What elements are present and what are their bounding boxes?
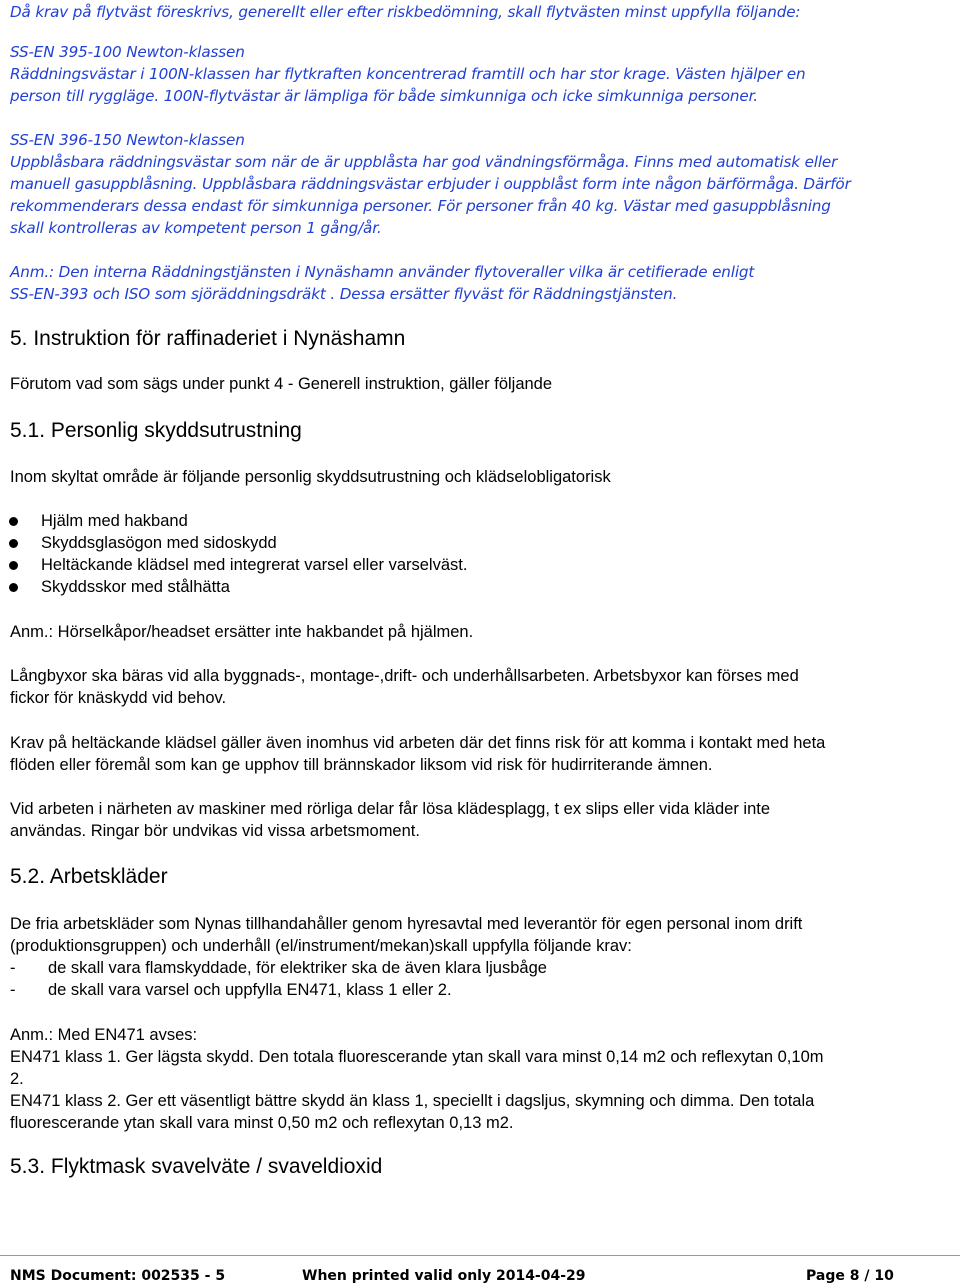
hearing-note: Anm.: Hörselkåpor/headset ersätter inte hakbandet på hjälmen.	[10, 623, 474, 641]
paragraph-line: Krav på heltäckande klädsel gäller även inomhus vid arbeten där det finns risk för att komma i kontakt med heta	[10, 734, 826, 752]
list-item-text: Heltäckande klädsel med integrerat varsel eller varselväst.	[41, 556, 468, 574]
rescue-note-line: Anm.: Den interna Räddningstjänsten i Nynäshamn använder flytoveraller vilka är cetifierade enligt	[10, 263, 755, 281]
footer-document-id: NMS Document: 002535 - 5	[10, 1268, 226, 1284]
section-5-1-heading: 5.1. Personlig skyddsutrustning	[10, 419, 302, 442]
paragraph-line: Långbyxor ska bäras vid alla byggnads-, montage-,drift- och underhållsarbeten. Arbetsbyxor kan förses med	[10, 667, 799, 685]
en471-note: Anm.: Med EN471 avses:	[10, 1026, 198, 1044]
list-item-text: Skyddsglasögon med sidoskydd	[41, 534, 277, 552]
section-5-3-heading: 5.3. Flyktmask svavelväte / svaveldioxid	[10, 1155, 383, 1178]
list-item-text: Hjälm med hakband	[41, 512, 188, 530]
paragraph-line: fluorescerande ytan skall vara minst 0,50 m2 och reflexytan 0,13 m2.	[10, 1114, 514, 1132]
ppe-intro: Inom skyltat område är följande personlig skyddsutrustning och klädselobligatorisk	[10, 468, 611, 486]
paragraph-line: 2.	[10, 1070, 24, 1088]
bullet-icon	[9, 583, 18, 592]
bullet-icon	[9, 539, 18, 548]
paragraph-line: EN471 klass 2. Ger ett väsentligt bättre skydd än klass 1, speciellt i dagsljus, skymning och dimma. Den totala	[10, 1092, 815, 1110]
en395-text-line: person till ryggläge. 100N-flytvästar är lämpliga för både simkunniga och icke simkunniga personer.	[10, 87, 758, 105]
footer-validity: When printed valid only 2014-04-29	[302, 1268, 586, 1284]
section-5-intro: Förutom vad som sägs under punkt 4 - Generell instruktion, gäller följande	[10, 375, 553, 393]
en396-title: SS-EN 396-150 Newton-klassen	[10, 131, 245, 149]
en396-text-line: rekommenderars dessa endast för simkunniga personer. För personer från 40 kg. Västar med gasuppblåsning	[10, 197, 831, 215]
dash-marker: -	[10, 981, 16, 999]
dash-marker: -	[10, 959, 16, 977]
paragraph-line: användas. Ringar bör undvikas vid vissa arbetsmoment.	[10, 822, 420, 840]
bullet-icon	[9, 561, 18, 570]
section-5-heading: 5. Instruktion för raffinaderiet i Nynäshamn	[10, 327, 406, 350]
en396-text-line: manuell gasuppblåsning. Uppblåsbara räddningsvästar erbjuder i ouppblåst form inte någon bärförmåga. Därför	[10, 175, 851, 193]
paragraph-line: EN471 klass 1. Ger lägsta skydd. Den totala fluorescerande ytan skall vara minst 0,14 m2 och reflexytan 0,10m	[10, 1048, 824, 1066]
list-item-text: de skall vara flamskyddade, för elektriker ska de även klara ljusbåge	[48, 959, 547, 977]
bullet-icon	[9, 517, 18, 526]
list-item-text: Skyddsskor med stålhätta	[41, 578, 230, 596]
section-5-2-heading: 5.2. Arbetskläder	[10, 865, 168, 888]
list-item-text: de skall vara varsel och uppfylla EN471, klass 1 eller 2.	[48, 981, 452, 999]
paragraph-line: fickor för knäskydd vid behov.	[10, 689, 227, 707]
footer-divider	[0, 1255, 960, 1256]
en395-text-line: Räddningsvästar i 100N-klassen har flytkraften koncentrerad framtill och har stor krage. Västen hjälper en	[10, 65, 806, 83]
rescue-note-line: SS-EN-393 och ISO som sjöräddningsdräkt . Dessa ersätter flyväst för Räddningstjänsten.	[10, 285, 678, 303]
en395-title: SS-EN 395-100 Newton-klassen	[10, 43, 245, 61]
en396-text-line: skall kontrolleras av kompetent person 1 gång/år.	[10, 219, 382, 237]
en396-text-line: Uppblåsbara räddningsvästar som när de är uppblåsta har god vändningsförmåga. Finns med automatisk eller	[10, 153, 838, 171]
footer-page-number: Page 8 / 10	[806, 1268, 894, 1284]
lifejacket-intro: Då krav på flytväst föreskrivs, generellt eller efter riskbedömning, skall flytvästen minst uppfylla följande:	[10, 3, 801, 21]
paragraph-line: flöden eller föremål som kan ge upphov till brännskador liksom vid risk för hudirriterande ämnen.	[10, 756, 713, 774]
paragraph-line: De fria arbetskläder som Nynas tillhandahåller genom hyresavtal med leverantör för egen personal inom drift	[10, 915, 803, 933]
paragraph-line: (produktionsgruppen) och underhåll (el/instrument/mekan)skall uppfylla följande krav:	[10, 937, 632, 955]
paragraph-line: Vid arbeten i närheten av maskiner med rörliga delar får lösa klädesplagg, t ex slips eller vida kläder inte	[10, 800, 771, 818]
